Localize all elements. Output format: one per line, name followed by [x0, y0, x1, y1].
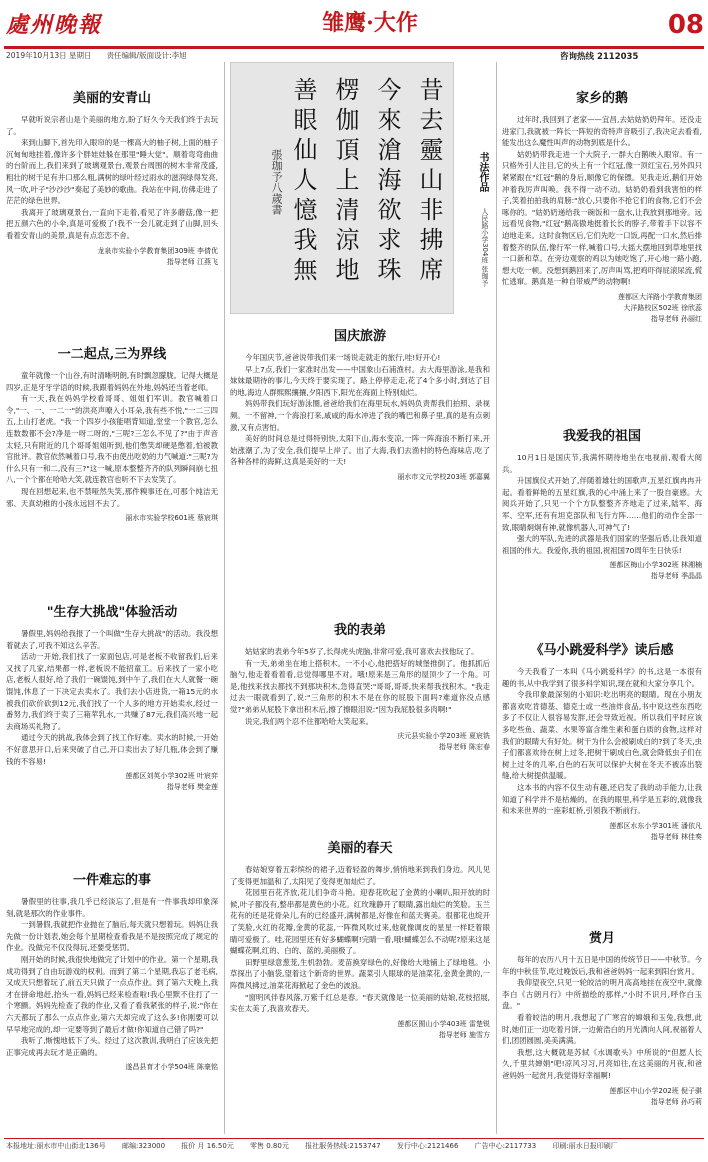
article-anqingshan [6, 90, 218, 338]
column-divider-left [224, 62, 225, 1134]
article-paragraph: 这本书的内容不仅生动有趣,还启发了我的动手能力,让我知道了科学并不是枯燥的。在我的眼里,科学是五彩的,就像我和未来世界的一座彩虹桥,引领我不断前行。 [502, 782, 702, 816]
article-paragraph: "窗明风伴春风落,万紫千红总是春。"春天就像是一位美丽的姑娘,花枝招展,实在太美了,我喜欢春天。 [230, 992, 490, 1014]
article-paragraph: 说完,我们两个忍不住都哈哈大笑起来。 [245, 716, 373, 726]
section-title: 雏鹰·大作 [322, 10, 418, 36]
article-paragraph: 10月1日是国庆节,我满怀期待地坐在电视前,观看大阅兵。 [502, 453, 702, 474]
article-paragraph: 刚开始的时候,我很快地做完了计划中的作业。第一个星期,我成功得到了自由玩游戏的权利。而到了第二个星期,我忘了老毛病,又成天只想着玩了,前五天只做了一点点作业。到了第六天晚上,我才在拼命地赶,抬头一看,妈妈已经来检查啦!我心里默不住打了一个寒颤。妈妈先检查了我的作业,又看了看我紧张的样子,说:"你在六天都玩了那么一点点作业,第六天却完成了这么多!你刚要可以早早地完成的,却一定要等到了最后才做!你知道自己错了吗?" [6, 954, 218, 1034]
article-paragraph: 令我印象最深刻的小知识:吃出明亮的眼睛。现在小朋友都喜欢吃肯德基、德克士或一些油炸食品,书中说这些东西吃多了不仅让人很容易发胖,还会导致近视。所以我们平时应该多吃些鱼、蔬菜、水果等富含维生素和蛋白质的食物,这样对我们的眼睛大有好处。树干为什么会被刷成白的?到了冬天,虫子们都喜欢待在树上过冬,把树干刷成白色,就会降低虫子们在树上过冬的几率,白色的石灰可以保护大树在冬天不被冻出裂缝,给大树提供温暖。 [502, 690, 702, 781]
article-survival-challenge [6, 604, 218, 850]
issue-info: 2019年10月13日 星期日 责任编辑/版面设计:李旭 [6, 51, 187, 60]
article-title: "生存大挑战"体验活动 [46, 605, 178, 620]
article-my-cousin [230, 622, 490, 818]
article-title: 我的表弟 [333, 623, 386, 638]
article-paragraph: 一到暑假,我就把作业抛在了脑后,每天就只想着玩。妈妈让我先做一份计划表,她会每个星期检查看我是不是按照完成了规定的作业。没做完不仅没得玩,还要受惩罚。 [6, 920, 218, 953]
calligraphy-line-2: 今來滄海欲求珠 [373, 77, 401, 287]
article-teacher: 指导老师 陈宏春 [438, 743, 490, 752]
footer [6, 1141, 702, 1151]
article-paragraph: 我听了,惭愧地低下了头。经过了这次教训,我明白了应该先把正事完成再去玩才是正确的。 [6, 1036, 218, 1057]
article-byline: 莲都区囿山小学403班 雷楚锐 [397, 1019, 490, 1028]
article-title: 家乡的鹅 [575, 91, 628, 106]
calligraphy-signature: 張珈予八歲書 [270, 149, 283, 215]
article-title: 《马小跳爱科学》读后感 [530, 643, 674, 658]
article-paragraph: 今天我看了一本叫《马小跳爱科学》的书,这是一本很有趣的书,从中我学到了很多科学知识,现在就和大家分享几个。 [502, 667, 702, 688]
article-yierqidian [6, 346, 218, 582]
article-paragraph: 来到山脚下,首先印入眼帘的是一棵高大的柚子树,上面的柚子沉甸甸地挂着,像许多个胖娃娃躲在那里"睡大觉"。顺着弯弯曲曲的台阶而上,我们来到了玻璃观景台,观景台周围的树木非常茂盛,粗壮的树干足有井口那么粗,满树的绿叶经过雨水的滋润绿得发亮,风一吹,叶子"沙沙沙"奏起了美妙的歌曲。我站在中间,仿佛走进了茫茫的绿色世界。 [6, 138, 218, 206]
article-paragraph: 每年的农历八月十五日是中国的传统节日——中秋节。今年的中秋佳节,吃过晚饭后,我和爸爸妈妈一起来到阳台赏月。 [502, 955, 702, 976]
article-title: 美丽的春天 [327, 841, 393, 856]
article-byline-class: 大洋路校区502班 徐欣蕊 [623, 303, 702, 312]
article-paragraph: 今年国庆节,爸爸说带我们来一场说走就走的旅行,哇!好开心! [245, 353, 441, 362]
article-byline: 莲都区水东小学301班 潘依凡 [609, 821, 702, 830]
article-paragraph: 我仰望夜空,只见一轮皎洁的明月高高地挂在夜空中,就像李白《古朗月行》中所描绘的那样,"小时不识月,呼作白玉盘。" [502, 978, 702, 1011]
article-title: 赏月 [588, 931, 615, 946]
article-national-day-trip [230, 328, 490, 602]
article-byline: 莲都区刘英小学302班 叶宸弈 [125, 772, 218, 781]
article-paragraph: 强大的军队,先进的武器是我们国家的坚强后盾,让我知道祖国的伟大。我爱你,我的祖国,祝祖国70周年生日快乐! [502, 534, 702, 555]
article-paragraph: 通过今天的挑战,我体会到了找工作好难。卖水的时候,一开始不好意思开口,后来突破了自己,开口卖出去了好几瓶,体会到了赚钱的不容易! [6, 733, 218, 766]
calligraphy-line-4: 善眼仙人憶我無 [289, 77, 317, 287]
article-title: 一二起点,三为界线 [57, 347, 167, 362]
article-paragraph: 姑姑家的表弟今年5岁了,长得虎头虎脑,非常可爱,我可喜欢去找他玩了。 [245, 647, 479, 656]
article-beautiful-spring [230, 840, 490, 1134]
calligraphy-author: 人民路小学304班 张珈予 [481, 208, 489, 287]
calligraphy-artwork [230, 62, 454, 314]
newspaper-logo: 處州晚報 [6, 12, 103, 38]
footer-retail: 零售 0.80元 [250, 1142, 289, 1150]
article-paragraph: 妈妈带我们玩好游泳圈,爸爸给我们在海里玩水,妈妈负责帮我们拍照、录视频。一不留神,一个海浪打来,咸咸的海水冲进了我的嘴巴和鼻子里,真的是有点刺激,又有点害怕。 [230, 399, 490, 432]
article-paragraph: 美好的时间总是过得特别快,太阳下山,海水变凉,一阵一阵海浪不断打来,开始涨潮了,为了安全,我们提早上岸了。出了大海,我们去渔村的特色海味店,吃了各种各样的海鲜,这真是美好的一天! [230, 434, 490, 467]
article-paragraph: 看着皎洁的明月,我想起了广寒宫的嫦娥和玉兔,我想,此时,她们正一边吃着月饼,一边俯浩白的月光洒向人间,祝福着人们,团团圆圆,美美满满。 [502, 1012, 702, 1046]
column-divider-right [496, 62, 497, 1134]
article-paragraph: 我离开了玻璃观景台,一直向下走着,看见了许多蘑菇,像一把把五颜六色的小伞,真是可爱极了!我不一会儿就走到了山脚,回头看着安青山的美景,真是有点恋恋不舍。 [6, 207, 218, 240]
article-paragraph: 升国旗仪式开始了,伴随着雄壮的国歌声,五星红旗冉冉升起。看着鲜艳的五星红旗,我的心中涌上来了一股自豪感。大阅兵开始了,只见一个个方队整整齐齐地走了过来,陆军、海军、空军,还有有坦克部队和飞行方阵……他们的动作全部一致,眼睛炯炯有神,就像机器人,可神气了! [502, 476, 702, 532]
footer-price: 报价 月 16.50元 [181, 1142, 234, 1150]
article-paragraph: 童年就像一个山谷,有时清晰明朗,有时飘忽朦胧。记得大概是四岁,正是牙牙学语的时候,我跟着妈妈在外地,妈妈还当着老师。 [6, 371, 218, 392]
article-paragraph: 早就听说宗者山是个美丽的地方,盼了好久今天我们终于去玩了。 [6, 115, 218, 136]
footer-rule [4, 1138, 704, 1139]
header-rule [4, 46, 704, 49]
article-paragraph: 活动一开始,我们找了一家面包店,可是老板不收留我们,后来又找了几家,结果都一样,老板说不能招童工。后来找了一家小吃店,老板人很好,给了我们一碗馄饨,到中午了,我们在大人就餐一碗馄饨,休息了一下决定去卖水了。我们去小店进货,一箱15元的水被我们砍价砍到12元,我们找了一个人多的地方开始卖水,经过一番努力,我们终于卖了三箱苹乳水,一共赚了87元,我们高兴地一起去商场买礼物了。 [6, 652, 218, 731]
article-paragraph: 暑假里,妈妈给我报了一个叫做"生存大挑战"的活动。我没想着就去了,可我不知这么辛苦。 [6, 629, 218, 650]
calligraphy-line-3: 楞伽頂上清涼地 [331, 77, 359, 287]
article-paragraph: 过年时,我回到了老家——宜昌,去姑姑奶奶拜年。还没走进家门,我就被一阵长一阵短的奇特声音吸引了,我决定去看看,能发出这么魔性叫声的动物到底是什么。 [502, 115, 702, 148]
page-number: 08 [667, 10, 704, 40]
article-teacher: 指导老师 孙丽红 [650, 314, 702, 323]
article-byline: 庆元县实验小学203班 夏宸铣 [397, 732, 490, 741]
article-paragraph: 我想,这大概就是苏轼《水调歌头》中所说的"但愿人长久,千里共婵娟"吧!凉风习习,月亮如往,在这美丽的月夜,和爸爸妈妈一起赏月,我觉得好幸福啊! [502, 1047, 702, 1080]
article-teacher: 指导老师 林佳奏 [650, 832, 702, 841]
article-teacher: 指导老师 施雪方 [438, 1030, 490, 1039]
footer-address: 本报地址:丽水市中山街北136号 [6, 1142, 106, 1150]
article-paragraph: 现在回想起来,也不禁哑然失笑,那件糗事还在,可那个纯洁无邪、天真幼稚的小孩永远回不去了。 [6, 486, 218, 508]
article-teacher: 指导老师 季晶晶 [650, 572, 702, 581]
article-moon-viewing [502, 930, 702, 1134]
article-paragraph: 暑假里的往事,我几乎已经淡忘了,但是有一件事我却印象深刻,就是那次的作业事件。 [6, 897, 218, 918]
calligraphy-caption: 书法作品 [477, 152, 488, 192]
article-byline: 莲都区中山小学202班 倪子骐 [609, 1086, 702, 1095]
article-paragraph: 田野里绿意葱茏,生机勃勃。麦苗换穿绿色的,好像给大地铺上了绿地毯。小草探出了小脑袋,望着这个新奇的世界。蔬菜引人眼球的是油菜花,金黄金黄的,一阵微风拂过,油菜花海掀起了金色的波浪。 [230, 957, 490, 990]
article-paragraph: 早上7点,我们一家准时出发——中国象山石浦渔村。去大海里游泳,是我和妹妹最期待的事儿,今天终于要实现了。路上停停走走,花了4个多小时,到达了目的地,海边人群熙熙攘攘,夕阳西下,阳光在海面上特别灿烂。 [230, 364, 490, 397]
footer-postcode: 邮编:323000 [121, 1142, 166, 1150]
article-book-review [502, 642, 702, 926]
article-paragraph: 姑奶奶带我走进一个大院子,一群大白鹅映入眼帘。有一只格外引人注目,它的头上有一个红冠,像一顶红宝石,另外四只紧紧跟在"红冠"鹅的身后,顺像它的保镖。见我走近,鹅们开始冲着我厉声叫唤。我不得一动不动。姑奶奶看到我害怕的样子,笑着拍拍我的肩膀:"放心,只要你不抢它们的食物,它们不会啄你的。"姑奶奶递给我一碗饭和一盘水,让我放到那地旁。远远看见食物,"红冠"鹅高傲地挺着长长的脖子,带着手下以容不迫地走来。这时食物区后,它们先吃一口饭,再配一口水,然后排着整齐的队伍,像行军一样,喊着口号,大摇大摆地回到草地里找一口新和草。在旁边观察的鸡以为她吃饱了,开心地一路小跑,想大吃一顿。没想到鹅回来了,厉声叫骂,把鸡吓得屁滚尿流,慌忙逃窜。鹅真是一种自带威严的动物啊! [502, 149, 702, 287]
article-paragraph: 有一天,弟弟坐在地上搭积木。一不小心,他把搭好的城堡推倒了。他抓抓后脑勺,他走着看着看,总觉得哪里不对。哦!原来是三角形的屋顶少了一个角。可是,他找来找去都找不到那块积木,急得直哭:"哥哥,哥哥,快来帮我找积木。"我走过去一眼就看到了,说:"三角形的积木不是在你的屁股下面吗?难道你没点感觉?"弟弟从屁股下拿出积木后,擦了擦眼泪说:"因为我屁股很多肉啊!" [230, 658, 490, 714]
footer-service: 报社服务热线:2153747 [305, 1142, 381, 1150]
article-paragraph: 春姑娘穿着五彩缤纷的裙子,迈着轻盈的舞步,悄悄地来到我们身边。风儿见了变得更加温和了,太阳见了变得更加灿烂了。 [230, 865, 490, 886]
article-title: 美丽的安青山 [72, 91, 151, 106]
article-paragraph: 花园里百花齐放,花儿们争奇斗艳。迎春花吹起了金黄的小喇叭,阳开放的时候,叶子都没有,整串都是黄色的小花。红玫瑰静开了眼睛,露出灿烂的笑脸。玉兰花有的还是花骨朵儿,有的已经盛开,满树都是,好像在和蓝天赛美。很都花也绽开了笑脸,火红的花瓣,金黄的花蕊,一阵微风吹过来,他就像调皮的星星一样眨着眼睛可爱极了。哇,花园里还有好多蝴蝶啊!完睛一看,哦!蝴蝶怎么不动呢?原来这是蝴蝶花啊,红的、白的、蓝的,美丽极了。 [230, 888, 490, 956]
article-title: 国庆旅游 [333, 329, 386, 344]
hotline: 咨询热线 2112035 [560, 52, 639, 62]
article-teacher: 指导老师 孙巧莉 [650, 1097, 702, 1106]
article-paragraph: 有一天,我在妈妈学校看哥哥、姐姐们军训。教官喊着口令,"一、一、一二一"的洪亮声嘹入小耳朵,我有些不悦,"一二三四五,上山打老虎。"我一个四岁小孩能唱背知道,堂堂一个教官,怎么连数数都不会?净是一呀二呀的,"三呢?三怎么不见了?"由于声音太轻,只有附近的几个哥哥姐姐听到,他们憋笑却硬是憋着,怕被教官批评。教官依然喊着口号,我不由使出吃奶的力气喊道:"三呢?为什么只有一和二,没有三?"这一喊,原本整整齐齐的队列瞬间崩七扭八,一个个都在哈哈大笑,就连教官也听不下去发笑了。 [6, 394, 218, 485]
article-title: 我爱我的祖国 [562, 429, 641, 444]
article-teacher: 指导老师 樊金莲 [166, 783, 218, 792]
article-byline: 丽水市文元学校203班 郭嘉翼 [397, 472, 490, 481]
article-byline: 莲都区大洋路小学教育集团 [618, 292, 702, 301]
footer-ads: 广告中心:2117733 [474, 1142, 537, 1150]
article-love-motherland [502, 428, 702, 636]
article-hometown-geese [502, 90, 702, 424]
article-unforgettable-event [6, 872, 218, 1134]
article-byline: 遂昌县育才小学504班 陈豪铭 [125, 1063, 218, 1072]
article-byline: 莲都区梅山小学302班 林湘楠 [609, 561, 702, 570]
footer-distribution: 发行中心:2121466 [396, 1142, 459, 1150]
article-title: 一件难忘的事 [72, 873, 151, 888]
article-teacher: 指导老师 江燕飞 [166, 257, 218, 266]
footer-printer: 印刷:丽水日报印刷厂 [552, 1142, 618, 1150]
calligraphy-line-1: 昔去靈山非拂席 [415, 77, 443, 287]
article-byline: 丽水市实验学校601班 蔡宸琪 [125, 514, 218, 523]
article-byline: 龙泉市实验小学教育集团309班 李倩优 [97, 246, 218, 255]
